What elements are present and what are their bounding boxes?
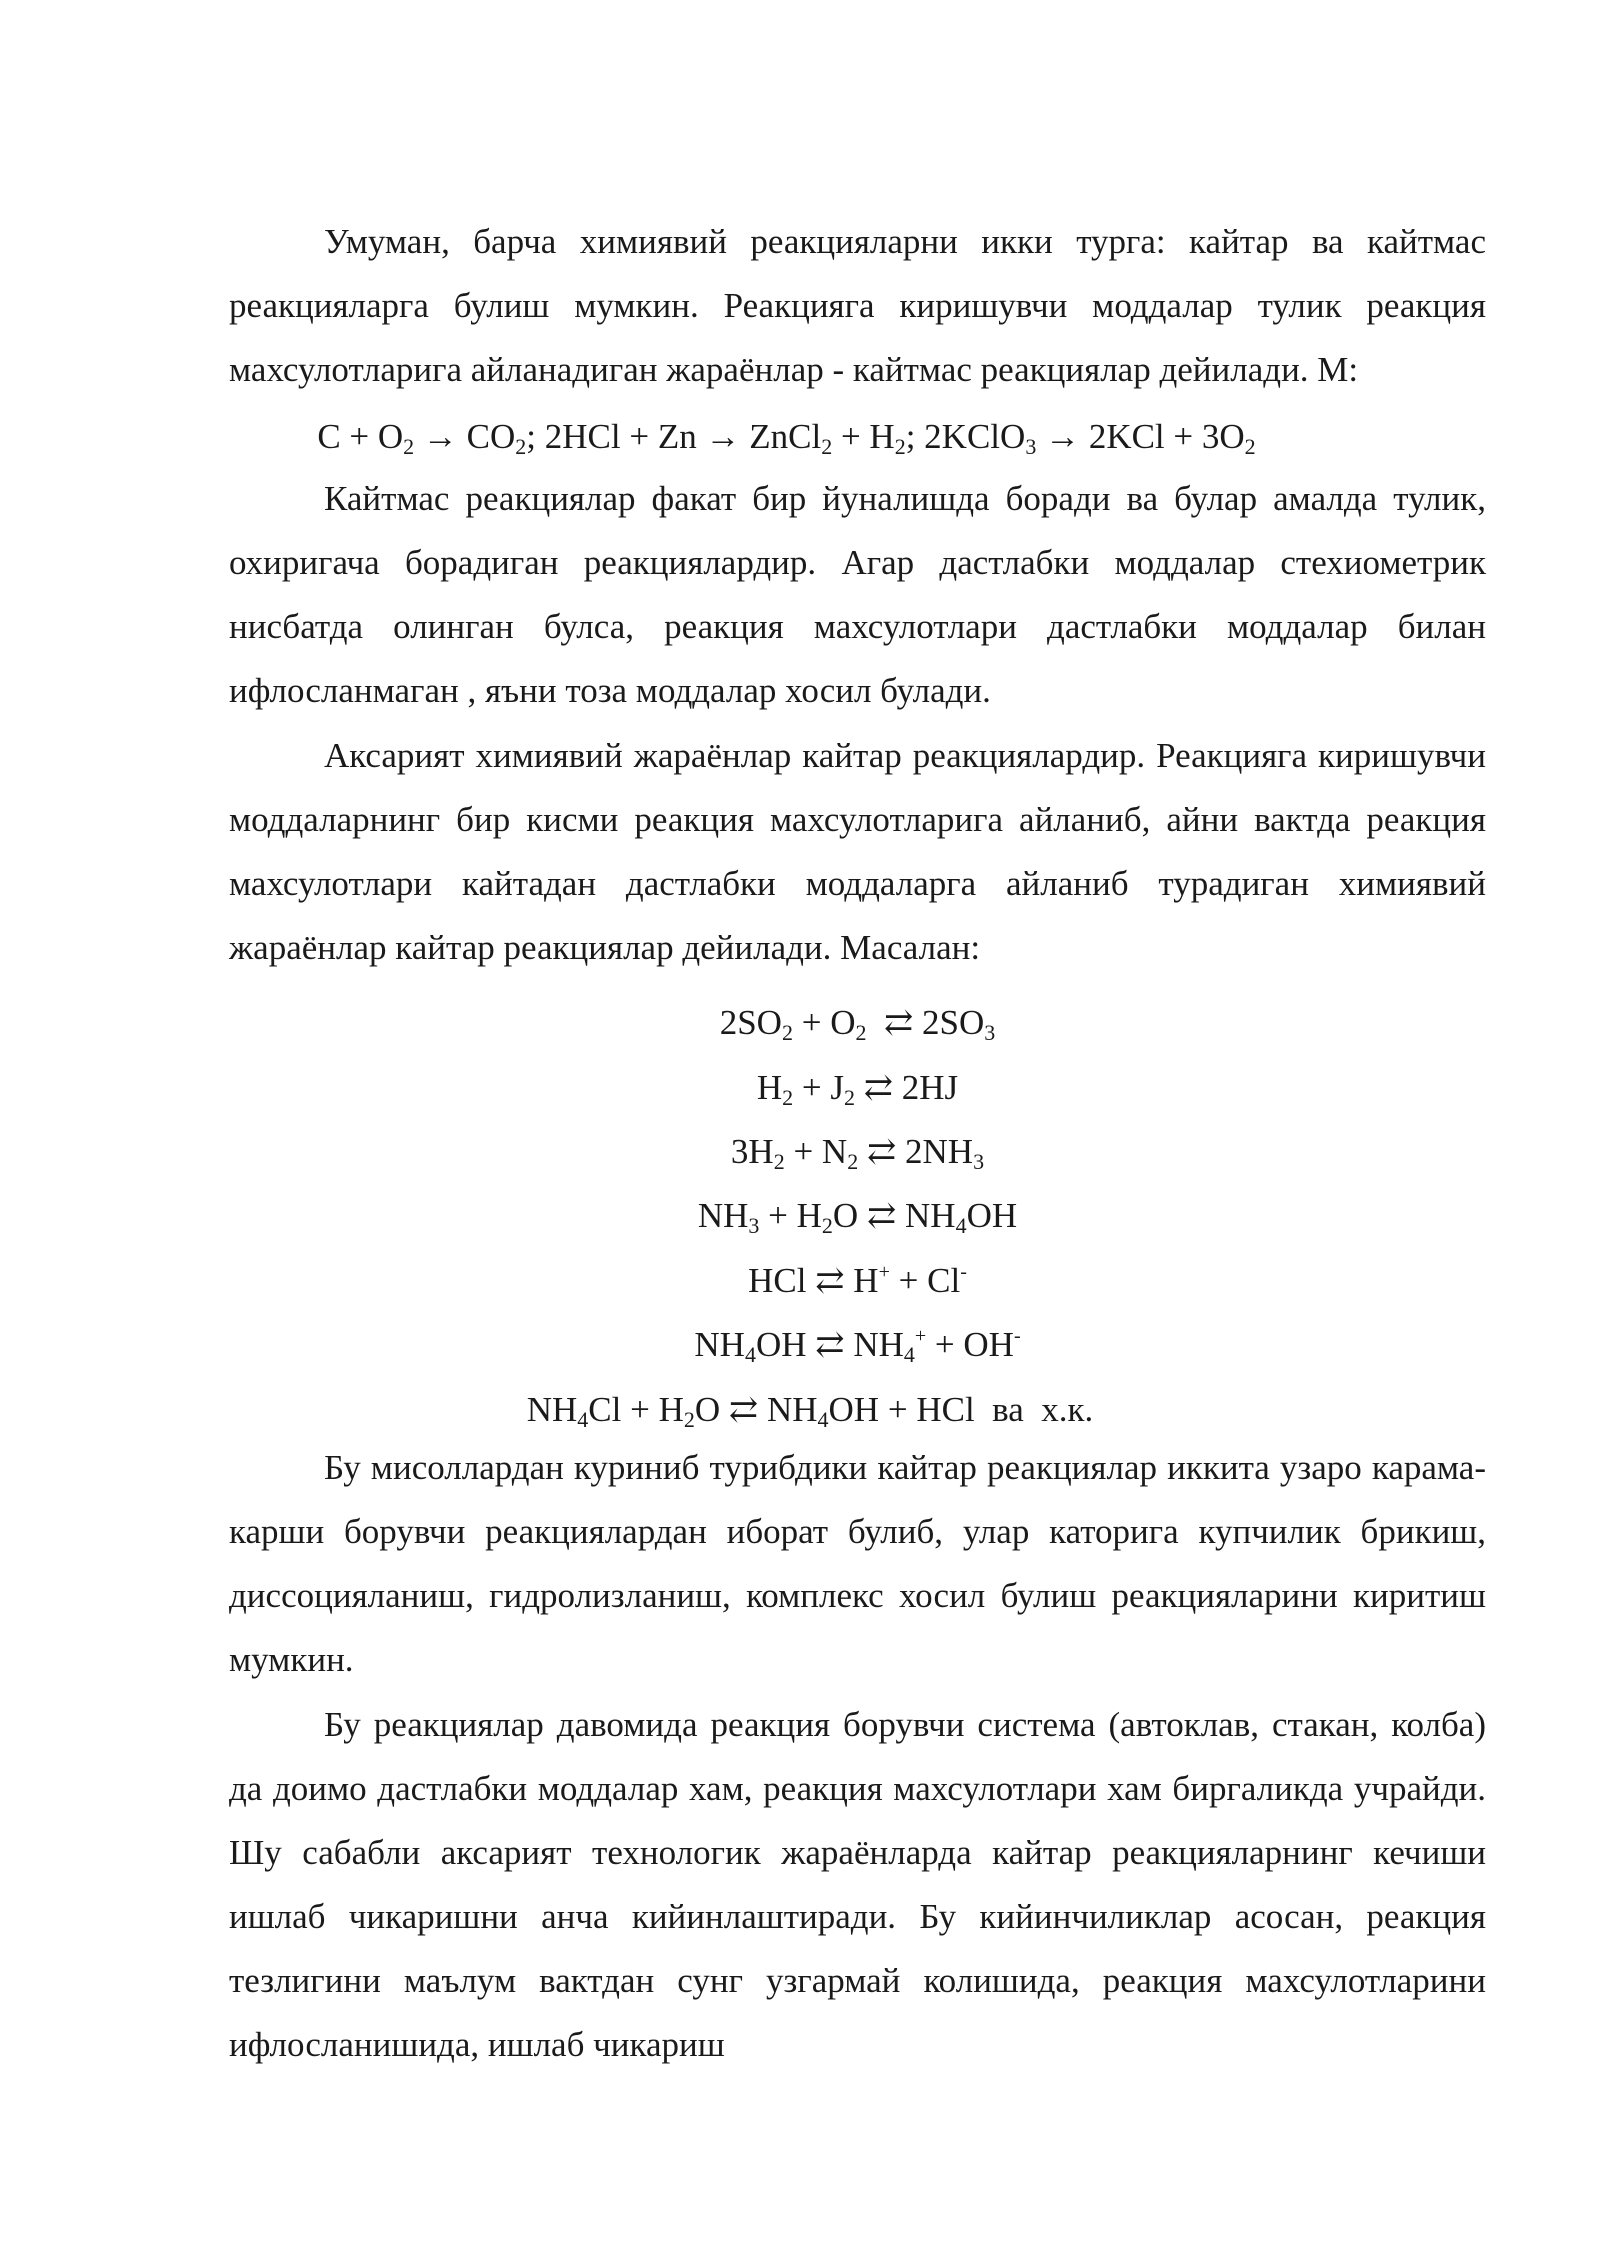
formula-part: Cl + H — [588, 1390, 684, 1429]
formula-part: 2 — [773, 1149, 785, 1174]
formula-part: → CO — [414, 417, 516, 456]
formula-part: + — [878, 1261, 890, 1283]
formula-reversible-4 — [229, 1184, 1486, 1248]
formula-part: H — [756, 1068, 783, 1107]
formula-part: 3 — [748, 1213, 760, 1238]
formula-part: + J — [793, 1068, 844, 1107]
formula-part: ; 2HCl + Zn → ZnCl — [526, 417, 822, 456]
paragraph-technological-difficulties: Бу реакциялар давомида реакция борувчи система (автоклав, стакан, колба) да доимо дастлабки моддалар хам, реакция махсулотлари хам биргаликда учрайди. Шу сабабли аксарият технологик жараёнларда кайтар реакцияларнинг кечиши ишлаб чикаришни анча кийинлаштиради. Бу кийинчиликлар асосан, реакция тезлигини маълум вактдан сунг узгармай колишида, реакция махсулотларини ифлосланишида, ишлаб чикариш — [229, 1705, 1486, 2064]
formula-part: 2 — [782, 1085, 794, 1110]
formula-part: C + O — [317, 417, 404, 456]
formula-part: → 2KCl + 3O — [1036, 417, 1245, 456]
formula-part: 2 — [894, 434, 906, 459]
formula-part: NH — [526, 1390, 578, 1429]
paragraph-irreversible-reactions: Кайтмас реакциялар факат бир йуналишда боради ва булар амалда тулик, охиригача борадиган реакциялардир. Агар дастлабки моддалар стехиометрик нисбатда олинган булса, реакция махсулотлари дастлабки моддалар билан ифлосланмаган , яъни тоза моддалар хосил булади. — [229, 479, 1486, 710]
formula-part: + H — [759, 1196, 822, 1235]
formula-part: 2 — [821, 1213, 833, 1238]
formula-part: 3 — [984, 1020, 996, 1045]
formula-part: ⇄ 2SO — [866, 1003, 985, 1042]
formula-part: ; 2KClO — [905, 417, 1026, 456]
formula-part: O ⇄ NH — [832, 1196, 956, 1235]
formula-reversible-3 — [229, 1120, 1486, 1184]
formula-part: 3 — [1025, 434, 1037, 459]
formula-part: 4 — [577, 1407, 589, 1432]
formula-reversible-6 — [229, 1313, 1486, 1377]
formula-irreversible-examples — [229, 405, 1344, 469]
formula-part: 3H — [730, 1132, 774, 1171]
formula-reversible-2 — [229, 1056, 1486, 1120]
formula-part: ⇄ 2NH — [858, 1132, 974, 1171]
formula-part: OH — [966, 1196, 1018, 1235]
formula-reversible-5 — [229, 1249, 1486, 1313]
formula-part: 2 — [515, 434, 527, 459]
formula-part: + H — [832, 417, 895, 456]
formula-part: + — [914, 1325, 927, 1347]
formula-part: + O — [792, 1003, 856, 1042]
formula-part: 4 — [817, 1407, 829, 1432]
formula-part: 2 — [683, 1407, 695, 1432]
formula-part: OH + HCl ва х.к. — [828, 1390, 1094, 1429]
formula-part: HCl ⇄ H — [748, 1261, 879, 1300]
formula-part: 2 — [403, 434, 415, 459]
formula-part: 2 — [855, 1020, 867, 1045]
paragraph-examples-conclusion: Бу мисоллардан куриниб турибдики кайтар реакциялар иккита узаро карама-карши борувчи реакциялардан иборат булиб, улар каторига купчилик брикиш, диссоцияланиш, гидролизланиш, комплекс хосил булиш реакцияларини киритиш мумкин. — [229, 1448, 1486, 1679]
formula-part: 4 — [744, 1342, 756, 1367]
formula-part: OH ⇄ NH — [755, 1325, 904, 1364]
formula-part: + OH — [926, 1325, 1014, 1364]
formula-part: - — [960, 1261, 967, 1283]
formula-part: + N — [784, 1132, 848, 1171]
formula-part: + Cl — [889, 1261, 961, 1300]
formula-part: NH — [697, 1196, 749, 1235]
formula-part: 4 — [955, 1213, 967, 1238]
formula-part: 2 — [821, 434, 833, 459]
formula-part: 2 — [847, 1149, 859, 1174]
formula-reversible-1 — [229, 991, 1486, 1055]
formula-part: ⇄ 2HJ — [854, 1068, 959, 1107]
formula-part: 2 — [781, 1020, 793, 1045]
formula-part: 2 — [1244, 434, 1256, 459]
formula-part: 2 — [843, 1085, 855, 1110]
paragraph-reversible-reactions: Аксарият химиявий жараёнлар кайтар реакциялардир. Реакцияга киришувчи моддаларнинг бир кисми реакция махсулотларига айланиб, айни вактда реакция махсулотлари кайтадан дастлабки моддаларга айланиб турадиган химиявий жараёнлар кайтар реакциялар дейилади. Масалан: — [229, 736, 1486, 967]
formula-reversible-7 — [235, 1378, 1385, 1442]
formula-part: 3 — [973, 1149, 985, 1174]
formula-part: NH — [694, 1325, 745, 1364]
formula-part: 4 — [903, 1342, 915, 1367]
paragraph-reaction-types: Умуман, барча химиявий реакцияларни икки турга: кайтар ва кайтмас реакцияларга булиш мумкин. Реакцияга киришувчи моддалар тулик реакция махсулотларига айланадиган жараёнлар - кайтмас реакциялар дейилади. М: — [229, 222, 1486, 389]
formula-part: - — [1013, 1325, 1021, 1347]
formula-part: O ⇄ NH — [694, 1390, 818, 1429]
formula-part: 2SO — [719, 1003, 782, 1042]
